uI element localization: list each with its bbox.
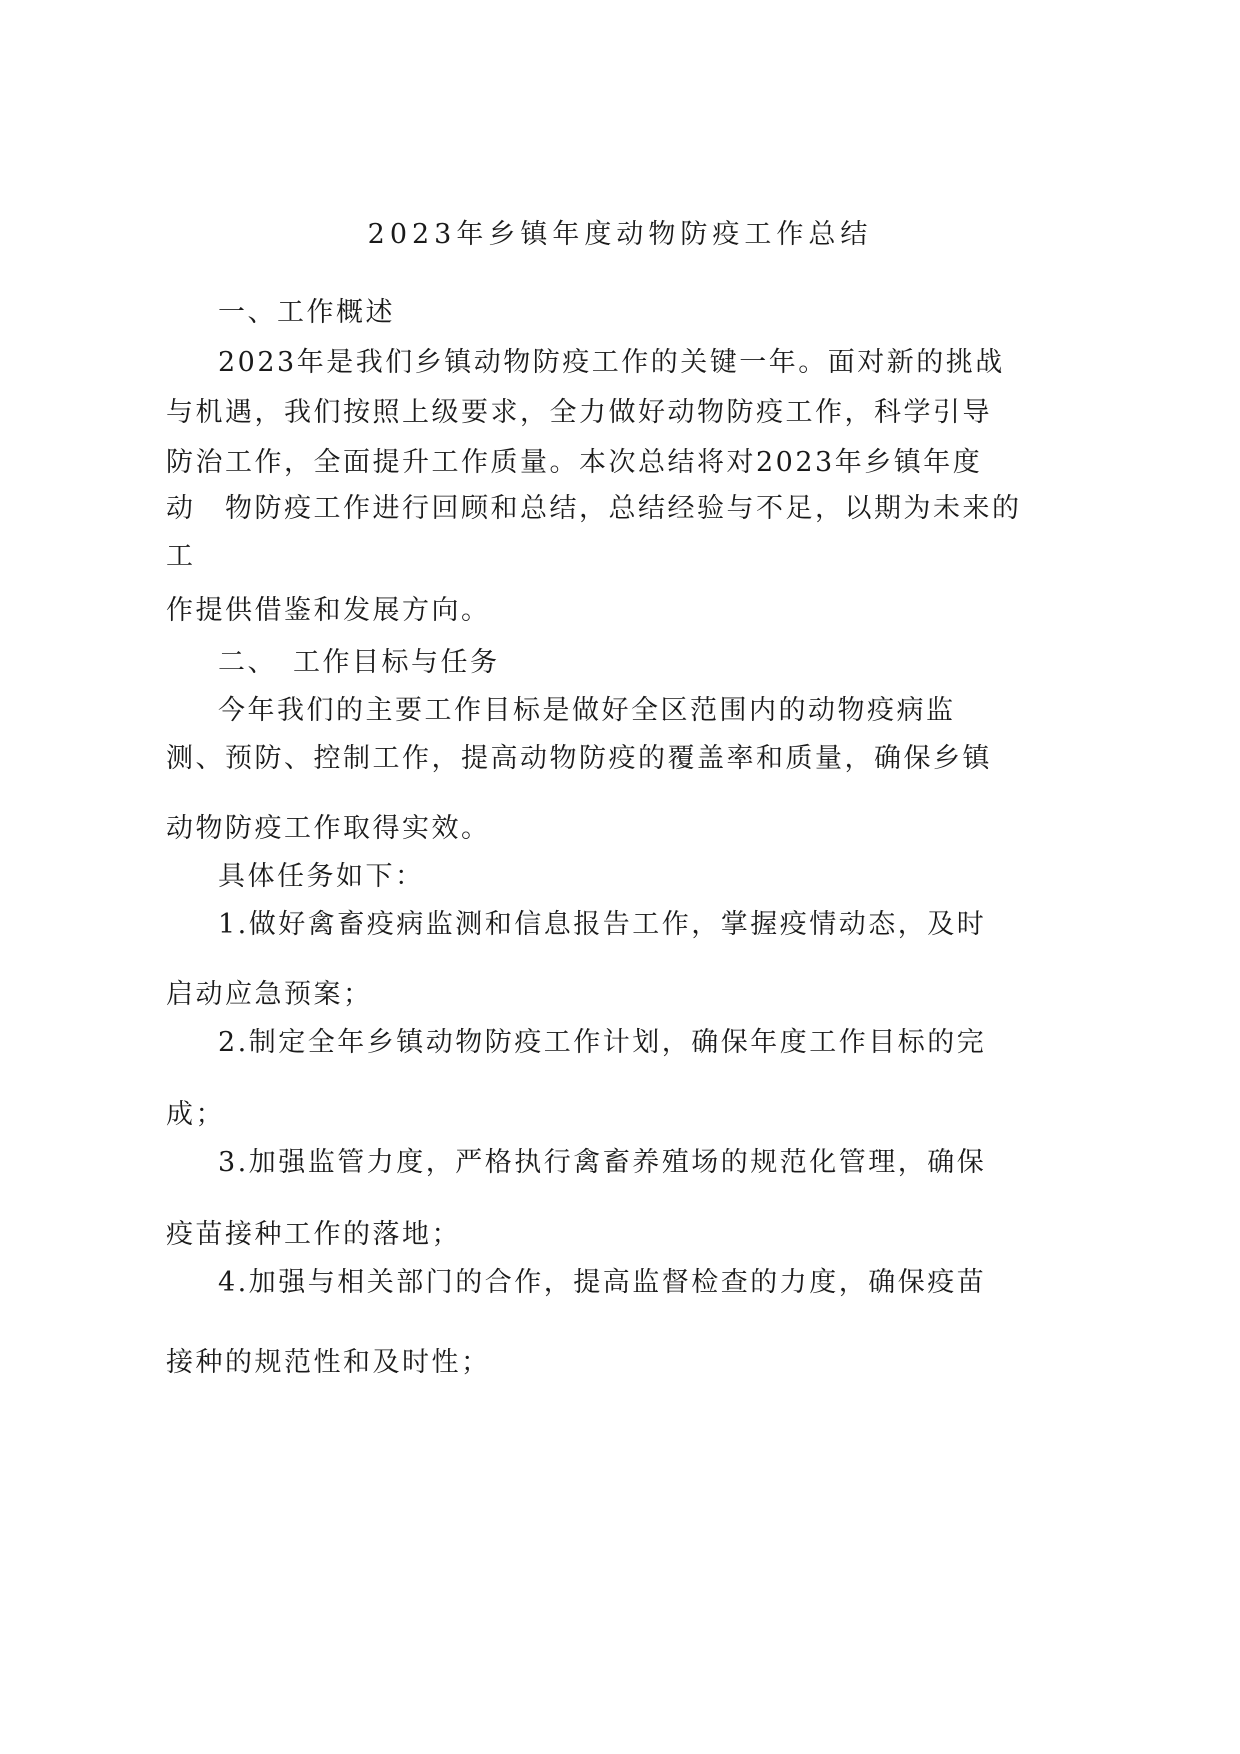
list-item-2: 2.制定全年乡镇动物防疫工作计划，确保年度工作目标的完 xyxy=(218,1027,987,1058)
paragraph-line: 2023年是我们乡镇动物防疫工作的关键一年。面对新的挑战 xyxy=(218,347,1005,378)
section-heading-goals: 二、 工作目标与任务 xyxy=(218,647,500,678)
paragraph-line: 动物防疫工作取得实效。 xyxy=(166,813,491,844)
paragraph-line: 今年我们的主要工作目标是做好全区范围内的动物疫病监 xyxy=(218,695,956,726)
section-heading-overview: 一、工作概述 xyxy=(218,297,395,328)
paragraph-line: 测、预防、控制工作，提高动物防疫的覆盖率和质量，确保乡镇 xyxy=(166,743,992,774)
document-title: 2023年乡镇年度动物防疫工作总结 xyxy=(367,219,873,250)
paragraph-line: 与机遇，我们按照上级要求，全力做好动物防疫工作，科学引导 xyxy=(166,397,992,428)
paragraph-line: 具体任务如下： xyxy=(218,861,425,892)
list-item-3: 3.加强监管力度，严格执行禽畜养殖场的规范化管理，确保 xyxy=(218,1147,987,1178)
list-item-4: 4.加强与相关部门的合作，提高监督检查的力度，确保疫苗 xyxy=(218,1267,987,1298)
list-item-4-continued: 接种的规范性和及时性； xyxy=(166,1347,491,1378)
paragraph-line: 动 物防疫工作进行回顾和总结，总结经验与不足，以期为未来的 xyxy=(166,493,1022,524)
paragraph-line: 防治工作，全面提升工作质量。本次总结将对2023年乡镇年度 xyxy=(166,447,983,478)
paragraph-line: 工 xyxy=(166,541,196,572)
list-item-2-continued: 成； xyxy=(166,1099,225,1130)
paragraph-line: 作提供借鉴和发展方向。 xyxy=(166,595,491,626)
list-item-1-continued: 启动应急预案； xyxy=(166,979,373,1010)
list-item-1: 1.做好禽畜疫病监测和信息报告工作，掌握疫情动态，及时 xyxy=(218,909,987,940)
list-item-3-continued: 疫苗接种工作的落地； xyxy=(166,1219,461,1250)
